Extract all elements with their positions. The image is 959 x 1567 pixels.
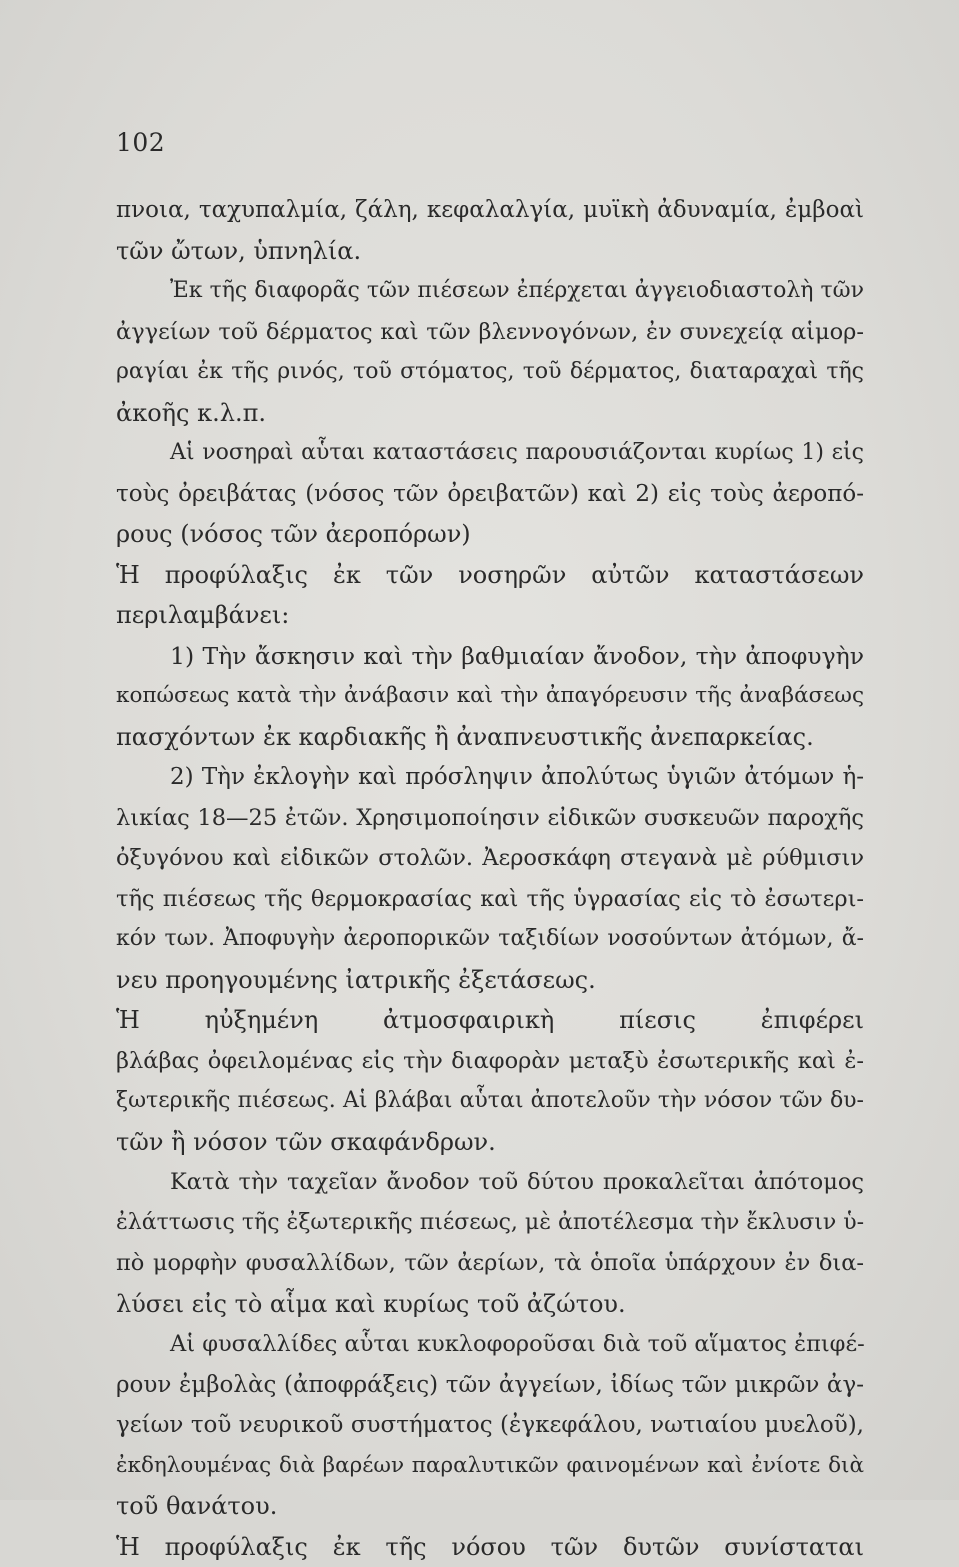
text-line: τῶν ὤτων, ὑπνηλία. (116, 231, 864, 272)
text-line: λύσει εἰς τὸ αἷμα καὶ κυρίως τοῦ ἀζώτου. (116, 1284, 864, 1325)
section-heading-line: Ἡ ηὐξημένη ἀτμοσφαιρικὴ πίεσις ἐπιφέρει (116, 1000, 864, 1041)
text-line: Ἐκ τῆς διαφορᾶς τῶν πιέσεων ἐπέρχεται ἀγγειοδιαστολὴ τῶν (116, 271, 864, 312)
text-line: γείων τοῦ νευρικοῦ συστήματος (ἐγκεφάλου, νωτιαίου μυελοῦ), (116, 1405, 864, 1446)
body-text (116, 190, 864, 1567)
text-line: τῶν ἢ νόσον τῶν σκαφάνδρων. (116, 1122, 864, 1163)
text-line: πασχόντων ἐκ καρδιακῆς ἢ ἀναπνευστικῆς ἀνεπαρκείας. (116, 717, 864, 758)
text-line: 1) Τὴν ἄσκησιν καὶ τὴν βαθμιαίαν ἄνοδον, τὴν ἀποφυγὴν (116, 636, 864, 677)
page-number: 102 (116, 128, 165, 157)
text-line: ὀξυγόνου καὶ εἰδικῶν στολῶν. Ἀεροσκάφη στεγανὰ μὲ ρύθμισιν (116, 838, 864, 879)
section-heading-line: Ἡ προφύλαξις ἐκ τῶν νοσηρῶν αὐτῶν καταστάσεων (116, 555, 864, 596)
text-line: ἀγγείων τοῦ δέρματος καὶ τῶν βλεννογόνων, ἐν συνεχείᾳ αἱμορ- (116, 312, 864, 353)
text-line: τῆς πιέσεως τῆς θερμοκρασίας καὶ τῆς ὑγρασίας εἰς τὸ ἐσωτερι- (116, 879, 864, 920)
text-line: κοπώσεως κατὰ τὴν ἀνάβασιν καὶ τὴν ἀπαγόρευσιν τῆς ἀναβάσεως (116, 676, 864, 717)
text-line: Κατὰ τὴν ταχεῖαν ἄνοδον τοῦ δύτου προκαλεῖται ἀπότομος (116, 1162, 864, 1203)
text-line: ρουν ἐμβολὰς (ἀποφράξεις) τῶν ἀγγείων, ἰδίως τῶν μικρῶν ἀγ- (116, 1365, 864, 1406)
text-line: πνοια, ταχυπαλμία, ζάλη, κεφαλαλγία, μυϊκὴ ἀδυναμία, ἐμβοαὶ (116, 190, 864, 231)
text-line: κόν των. Ἀποφυγὴν ἀεροπορικῶν ταξιδίων νοσούντων ἀτόμων, ἄ- (116, 919, 864, 960)
section-heading-line: Ἡ προφύλαξις ἐκ τῆς νόσου τῶν δυτῶν συνίσταται (116, 1527, 864, 1567)
text-line: τοὺς ὀρειβάτας (νόσος τῶν ὀρειβατῶν) καὶ 2) εἰς τοὺς ἀεροπό- (116, 474, 864, 515)
text-line: πὸ μορφὴν φυσαλλίδων, τῶν ἀερίων, τὰ ὁποῖα ὑπάρχουν ἐν δια- (116, 1243, 864, 1284)
text-line: λικίας 18—25 ἐτῶν. Χρησιμοποίησιν εἰδικῶν συσκευῶν παροχῆς (116, 798, 864, 839)
text-line: ρους (νόσος τῶν ἀεροπόρων) (116, 514, 864, 555)
text-line: ξωτερικῆς πιέσεως. Αἱ βλάβαι αὗται ἀποτελοῦν τὴν νόσον τῶν δυ- (116, 1081, 864, 1122)
text-line: Αἱ νοσηραὶ αὗται καταστάσεις παρουσιάζονται κυρίως 1) εἰς (116, 433, 864, 474)
text-line: βλάβας ὀφειλομένας εἰς τὴν διαφορὰν μεταξὺ ἐσωτερικῆς καὶ ἐ- (116, 1041, 864, 1082)
text-line: τοῦ θανάτου. (116, 1486, 864, 1527)
text-line: 2) Τὴν ἐκλογὴν καὶ πρόσληψιν ἀπολύτως ὑγιῶν ἀτόμων ἡ- (116, 757, 864, 798)
text-line: ἐλάττωσις τῆς ἐξωτερικῆς πιέσεως, μὲ ἀποτέλεσμα τὴν ἔκλυσιν ὑ- (116, 1203, 864, 1244)
text-line: ἐκδηλουμένας διὰ βαρέων παραλυτικῶν φαινομένων καὶ ἐνίοτε διὰ (116, 1446, 864, 1487)
text-line: ραγίαι ἐκ τῆς ρινός, τοῦ στόματος, τοῦ δέρματος, διαταραχαὶ τῆς (116, 352, 864, 393)
text-line: νευ προηγουμένης ἰατρικῆς ἐξετάσεως. (116, 960, 864, 1001)
text-line: ἀκοῆς κ.λ.π. (116, 393, 864, 434)
text-line: Αἱ φυσαλλίδες αὗται κυκλοφοροῦσαι διὰ τοῦ αἵματος ἐπιφέ- (116, 1324, 864, 1365)
text-line: περιλαμβάνει: (116, 595, 864, 636)
